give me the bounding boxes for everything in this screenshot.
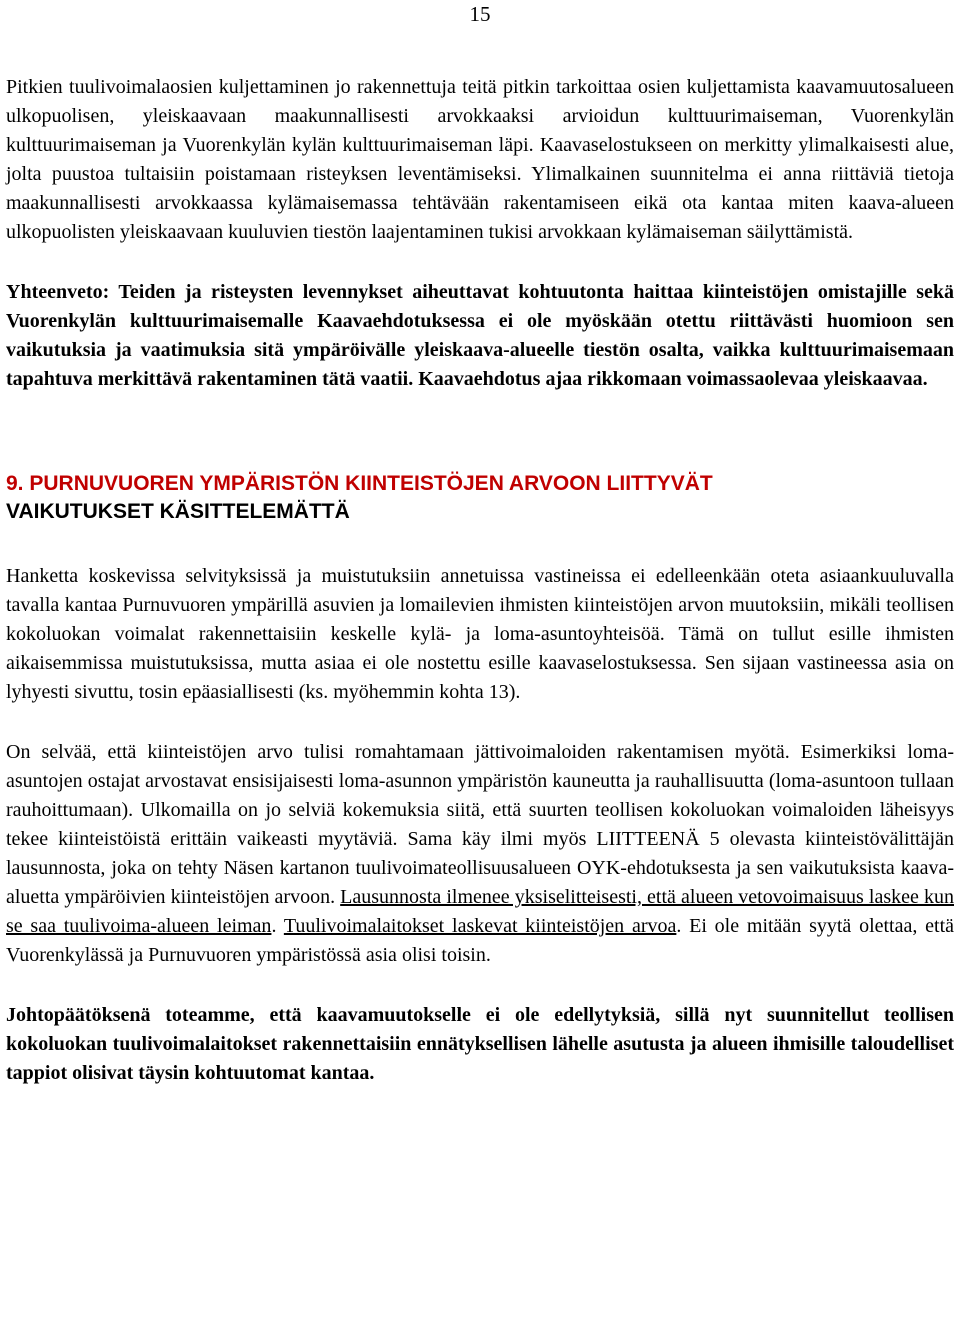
paragraph-text-between: . — [271, 915, 284, 937]
paragraph-transport: Pitkien tuulivoimalaosien kuljettaminen jo rakennettuja teitä pitkin tarkoittaa osien kuljettamista kaavamuutosalueen ulkopuolisen, yleiskaavaan maakunnallisesti arvokkaaksi arvioidun kulttuurimaiseman, Vuorenkylän kulttuurimaiseman ja Vuorenkylän kylän kulttuurimaiseman läpi. Kaavaselostukseen on merkitty ylimalkaisesti alue, jolta puustoa tultaisiin poistamaan risteyksen leventämiseksi. Ylimalkainen suunnitelma ei anna riittäviä tietoja maakunnallisesti arvokkaassa kylämaisemassa tehtävään rakentamiseen eikä ota kantaa miten kaava-alueen ulkopuolisten yleiskaavaan kuuluvien tiestön laajentaminen tukisi arvokkaan kylämaiseman säilyttämistä. — [6, 76, 954, 243]
paragraph-property-values: Hanketta koskevissa selvityksissä ja muistutuksiin annetuissa vastineissa ei edelleenkään oteta asiaankuuluvalla tavalla kantaa Purnuvuoren ympärillä asuvien ja lomailevien ihmisten kiinteistöjen arvon muutoksiin, mikäli teollisen kokoluokan voimalat rakennettaisiin keskelle kylä- ja loma-asuntoyhteisöä. Tämä on tullut esille ihmisten aikaisemmissa muistutuksissa, mutta asiaa ei ole nostettu esille kaavaselostuksessa. Sen sijaan vastineessa asia on lyhyesti sivuttu, tosin epäasiallisesti (ks. myöhemmin kohta 13). — [6, 565, 954, 703]
page-number: 15 — [469, 2, 491, 26]
paragraph-price-collapse — [6, 738, 954, 970]
section-title-line2: VAIKUTUKSET KÄSITTELEMÄTTÄ — [6, 500, 350, 523]
summary-paragraph: Yhteenveto: Teiden ja risteysten levennykset aiheuttavat kohtuutonta haittaa kiinteistöjen omistajille sekä Vuorenkylän kulttuurimaisemalle Kaavaehdotuksessa ei ole myöskään otettu riittävästi huomioon sen vaikutuksia ja vaatimuksia sitä ympäröivälle yleiskaava-alueelle tiestön osalta, vaikka kulttuurimaisemaan tapahtuva merkittävä rakentaminen tätä vaatii. Kaavaehdotus ajaa rikkomaan voimassaolevaa yleiskaavaa. — [6, 281, 954, 390]
conclusion-paragraph: Johtopäätöksenä toteamme, että kaavamuutokselle ei ole edellytyksiä, sillä nyt suunnitellut teollisen kokoluokan tuulivoimalaitokset rakennettaisiin ennätyksellisen lähelle asutusta ja alueen ihmisille taloudelliset tappiot olisivat täysin kohtuutomat kantaa. — [6, 1004, 954, 1084]
section-heading — [6, 470, 954, 526]
section-number: 9. — [6, 472, 24, 495]
underlined-statement-1: Lausunnosta ilmenee yksiselitteisesti, että alueen vetovoimaisuus laskee kun se saa tuulivoima-alueen leiman — [6, 886, 954, 937]
document-body — [6, 73, 954, 1088]
paragraph-text-after: . Ei ole mitään syytä olettaa, että Vuorenkylässä ja Purnuvuoren ympäristössä asia olisi toisin. — [6, 915, 955, 966]
underlined-statement-2: Tuulivoimalaitokset laskevat kiinteistöjen arvoa — [283, 915, 677, 937]
section-title-line1: PURNUVUOREN YMPÄRISTÖN KIINTEISTÖJEN ARVOON LIITTYVÄT — [29, 472, 713, 495]
paragraph-text-before: On selvää, että kiinteistöjen arvo tulisi romahtamaan jättivoimaloiden rakentamisen myötä. Esimerkiksi loma-asuntojen ostajat arvostavat ensisijaisesti loma-asunnon ympäristön kauneutta ja rauhallisuutta (loma-asuntoon tullaan rauhoittumaan). Ulkomailla on jo selviä kokemuksia siitä, että suurten teollisen kokoluokan voimaloiden läheisyys tekee kiinteistöistä erittäin vaikeasti myytäviä. Sama käy ilmi myös LIITTEENÄ 5 olevasta kiinteistövälittäjän lausunnosta, joka on tehty Näsen kartanon tuulivoimateollisuusalueen OYK-ehdotuksesta ja sen vaikutuksista kaava-aluetta ympäröivien kiinteistöjen arvoon. — [6, 741, 954, 908]
